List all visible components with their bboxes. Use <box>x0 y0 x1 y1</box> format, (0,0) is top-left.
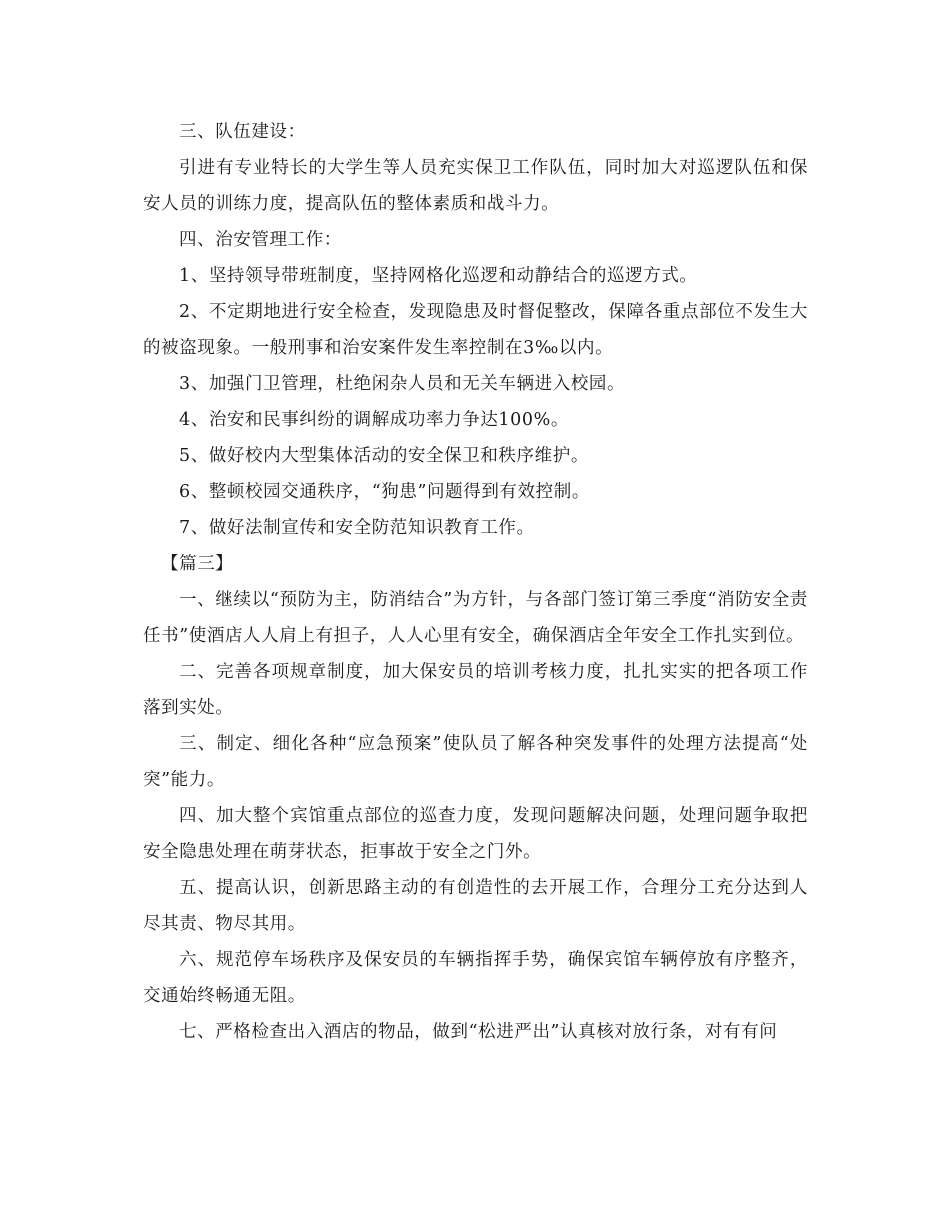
heading-team-building: 三、队伍建设： <box>179 122 306 142</box>
paragraph-point-5: 五、提高认识，创新思路主动的有创造性的去开展工作，合理分工充分达到人尽其责、物尽其用。 <box>143 878 808 934</box>
list-item-4: 4、治安和民事纠纷的调解成功率力争达100%。 <box>179 410 569 430</box>
list-item-3: 3、加强门卫管理，杜绝闲杂人员和无关车辆进入校园。 <box>179 374 626 394</box>
document-body <box>143 114 808 1050</box>
paragraph-point-6: 六、规范停车场秩序及保安员的车辆指挥手势，确保宾馆车辆停放有序整齐，交通始终畅通无阻。 <box>143 950 808 1006</box>
list-item-2: 2、不定期地进行安全检查，发现隐患及时督促整改，保障各重点部位不发生大的被盗现象。一般刑事和治安案件发生率控制在3‰以内。 <box>143 302 808 358</box>
paragraph-point-4: 四、加大整个宾馆重点部位的巡查力度，发现问题解决问题，处理问题争取把安全隐患处理在萌芽状态，拒事故于安全之门外。 <box>143 806 808 862</box>
paragraph-team-building: 引进有专业特长的大学生等人员充实保卫工作队伍，同时加大对巡逻队伍和保安人员的训练力度，提高队伍的整体素质和战斗力。 <box>143 158 808 214</box>
paragraph-point-3: 三、制定、细化各种“应急预案”使队员了解各种突发事件的处理方法提高“处突”能力。 <box>143 734 808 790</box>
paragraph-point-7: 七、严格检查出入酒店的物品，做到“松进严出”认真核对放行条，对有有问 <box>179 1022 778 1042</box>
heading-public-security: 四、治安管理工作： <box>179 230 342 250</box>
paragraph-point-1: 一、继续以“预防为主，防消结合”为方针，与各部门签订第三季度“消防安全责任书”使酒店人人肩上有担子，人人心里有安全，确保酒店全年安全工作扎实到位。 <box>143 590 808 646</box>
list-item-5: 5、做好校内大型集体活动的安全保卫和秩序维护。 <box>179 446 589 466</box>
paragraph-point-2: 二、完善各项规章制度，加大保安员的培训考核力度，扎扎实实的把各项工作落到实处。 <box>143 662 808 718</box>
section-title-part-three: 【篇三】 <box>161 554 234 574</box>
list-item-1: 1、坚持领导带班制度，坚持网格化巡逻和动静结合的巡逻方式。 <box>179 266 698 286</box>
list-item-6: 6、整顿校园交通秩序，“狗患”问题得到有效控制。 <box>179 482 590 502</box>
list-item-7: 7、做好法制宣传和安全防范知识教育工作。 <box>179 518 535 538</box>
